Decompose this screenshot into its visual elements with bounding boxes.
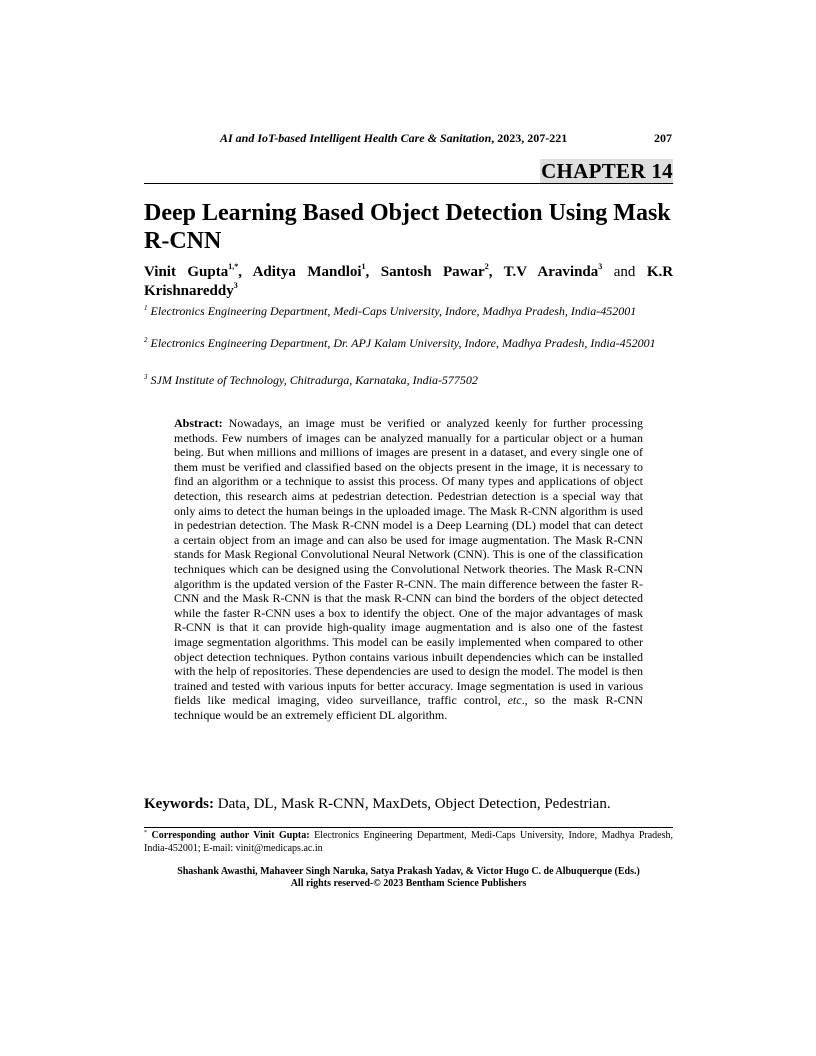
footnote-text: Electronics Engineering Department, Medi-Caps University, Indore, Madhya Pradesh, India-452001; E-mail: vinit@medicaps.ac.in — [144, 830, 674, 854]
keywords — [144, 795, 673, 814]
author-mark: 1 — [361, 262, 366, 271]
keywords-text: Data, DL, Mask R-CNN, MaxDets, Object Detection, Pedestrian. — [214, 796, 611, 812]
chapter-label: CHAPTER 14 — [541, 159, 673, 183]
journal-details: , 2023, 207-221 — [491, 131, 568, 145]
author-list — [144, 263, 673, 301]
abstract-text-end: ., so the mask R-CNN technique would be an extremely efficient DL algorithm. — [174, 693, 643, 722]
footnote-divider — [144, 827, 673, 828]
author-mark: 3 — [233, 281, 238, 290]
abstract-text: Nowadays, an image must be verified or analyzed keenly for further processing methods. Few numbers of images can be analyzed manually for a particular object or a human being. But when millions and millions of images are present in a dataset, and every single one of them must be verified and classified based on the objects present in the image, it is necessary to find an algorithm or a technique to assist this process. Of many types and applications of object detection, this research aims at pedestrian detection. Pedestrian detection is a special way that only aims to detect the human beings in the uploaded image. The Mask R-CNN algorithm is used in pedestrian detection. The Mask R-CNN model is a Deep Learning (DL) model that can detect a certain object from an image and can also be used for image augmentation. The Mask R-CNN stands for Mask Regional Convolutional Neural Network (CNN). This is one of the classification techniques which can be designed using the Convolutional Network theories. The Mask R-CNN algorithm is the updated version of the Faster R-CNN. The main difference between the faster R-CNN and the Mask R-CNN is that the mask R-CNN can bind the borders of the object detected while the faster R-CNN uses a box to identify the object. One of the major advantages of mask R-CNN is that it can provide high-quality image augmentation and is also one of the fastest image segmentation algorithms. This model can be easily implemented when compared to other object detection techniques. Python contains various inbuilt dependencies which can be installed with the help of repositories. These dependencies are used to design the model. The model is then trained and tested with various inputs for better accuracy. Image segmentation is used in various fields like medical imaging, video surveillance, traffic control, — [174, 416, 643, 708]
author-name: Santosh Pawar — [380, 264, 485, 280]
affiliation-text: SJM Institute of Technology, Chitradurga, Karnataka, India-577502 — [150, 373, 478, 387]
footnote-mark: * — [144, 830, 147, 836]
affiliation — [144, 304, 673, 319]
keywords-label: Keywords: — [144, 796, 214, 812]
affiliation-text: Electronics Engineering Department, Medi-Caps University, Indore, Madhya Pradesh, India-452001 — [150, 304, 637, 318]
footnote-label: Corresponding author Vinit Gupta: — [151, 830, 310, 841]
affiliation-mark: 3 — [144, 373, 148, 381]
affiliation-text: Electronics Engineering Department, Dr. APJ Kalam University, Indore, Madhya Pradesh, India-452001 — [150, 336, 656, 350]
page-footer — [144, 866, 673, 890]
author-mark: 2 — [484, 262, 489, 271]
affiliation-mark: 1 — [144, 304, 148, 312]
author-name: T.V Aravinda — [503, 264, 599, 280]
author-separator: , — [365, 264, 381, 280]
chapter-title: Deep Learning Based Object Detection Using Mask R-CNN — [144, 200, 671, 254]
running-head — [220, 131, 567, 146]
author-name: K.R Krishnareddy — [144, 264, 674, 299]
author-mark: 3 — [598, 262, 603, 271]
author-name: Aditya Mandloi — [252, 264, 362, 280]
rights-line: All rights reserved-© 2023 Bentham Science Publishers — [290, 878, 527, 889]
affiliation — [144, 336, 673, 351]
author-conjunction: and — [613, 264, 636, 280]
editors-line: Shashank Awasthi, Mahaveer Singh Naruka, Satya Prakash Yadav, & Victor Hugo C. de Albuquerque (Eds.) — [177, 866, 640, 877]
author-name: Vinit Gupta — [144, 264, 229, 280]
abstract-label: Abstract: — [174, 416, 223, 430]
journal-title: AI and IoT-based Intelligent Health Care & Sanitation — [220, 131, 492, 145]
affiliation-mark: 2 — [144, 336, 148, 344]
abstract — [174, 416, 643, 722]
author-mark: 1,* — [228, 262, 239, 271]
page-number: 207 — [654, 131, 672, 145]
affiliation — [144, 373, 673, 388]
author-separator: , — [488, 264, 504, 280]
corresponding-author-footnote — [144, 830, 673, 855]
author-separator: , — [238, 264, 253, 280]
abstract-etc: etc — [507, 693, 522, 708]
chapter-divider — [144, 183, 673, 184]
